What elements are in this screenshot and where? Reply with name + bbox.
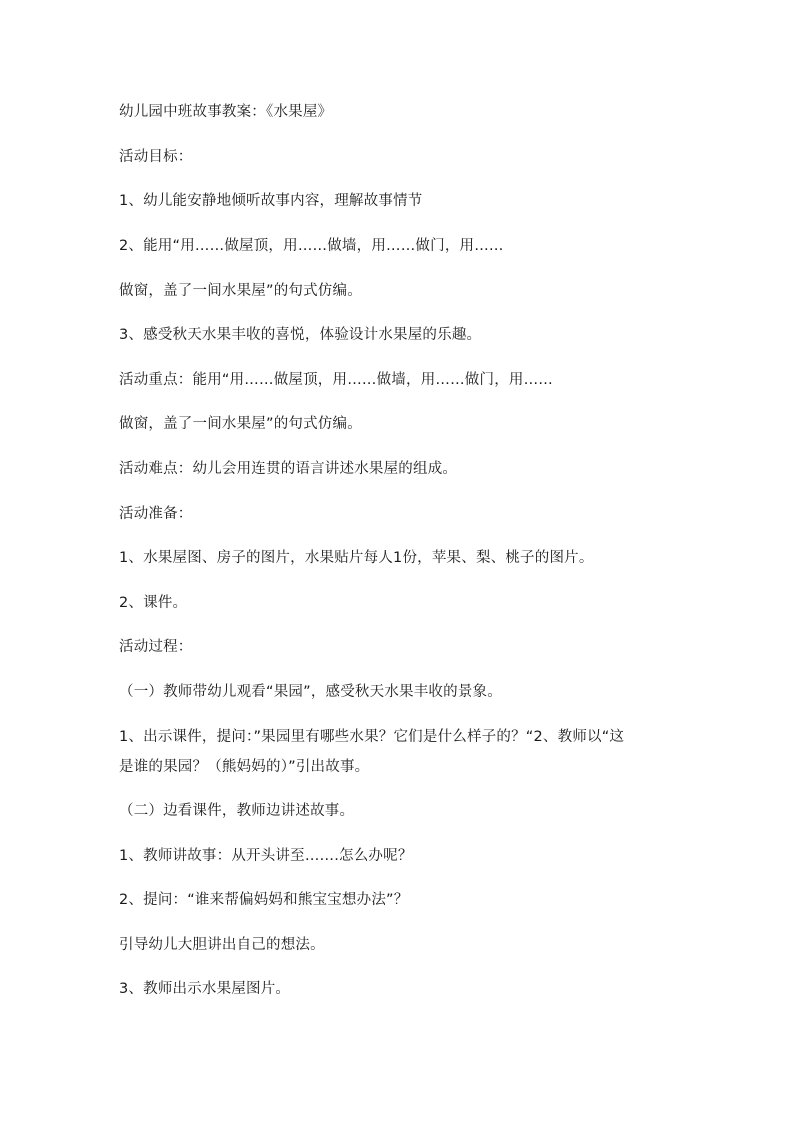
key-point: 活动重点：能用“用……做屋顶，用……做墙，用……做门，用…… — [119, 372, 554, 388]
section-heading-preparation: 活动准备： — [119, 506, 193, 522]
section-heading-goals: 活动目标： — [119, 149, 193, 165]
process-step-1-item-1: 1、出示课件，提问：”果园里有哪些水果？它们是什么样子的？“2、教师以“这 — [119, 729, 625, 745]
goal-item-2: 2、能用“用……做屋顶，用……做墙，用……做门，用…… — [119, 238, 504, 254]
goal-item-1: 1、幼儿能安静地倾听故事内容，理解故事情节 — [119, 193, 423, 209]
process-step-1-item-1-continued: 是谁的果园？（熊妈妈的）”引出故事。 — [119, 759, 370, 775]
difficult-point: 活动难点：幼儿会用连贯的语言讲述水果屋的组成。 — [119, 461, 458, 477]
process-step-2-item-1: 1、教师讲故事：从开头讲至…….怎么办呢？ — [119, 848, 413, 864]
goal-item-2-continued: 做窗，盖了一间水果屋”的句式仿编。 — [119, 283, 362, 299]
key-point-continued: 做窗，盖了一间水果屋”的句式仿编。 — [119, 416, 362, 432]
process-step-2: （二）边看课件，教师边讲述故事。 — [119, 803, 355, 819]
process-step-2-guidance: 引导幼儿大胆讲出自己的想法。 — [119, 937, 325, 953]
section-heading-process: 活动过程： — [119, 639, 193, 655]
preparation-item-2: 2、课件。 — [119, 595, 188, 611]
goal-item-3: 3、感受秋天水果丰收的喜悦，体验设计水果屋的乐趣。 — [119, 327, 482, 343]
process-step-2-item-2: 2、提问：“谁来帮偏妈妈和熊宝宝想办法”？ — [119, 892, 409, 908]
process-step-2-item-3: 3、教师出示水果屋图片。 — [119, 981, 291, 997]
document-title: 幼儿园中班故事教案：《水果屋》 — [119, 104, 333, 120]
preparation-item-1: 1、水果屋图、房子的图片，水果贴片每人1份，苹果、梨、桃子的图片。 — [119, 550, 594, 566]
process-step-1: （一）教师带幼儿观看“果园”，感受秋天水果丰收的景象。 — [119, 684, 502, 700]
